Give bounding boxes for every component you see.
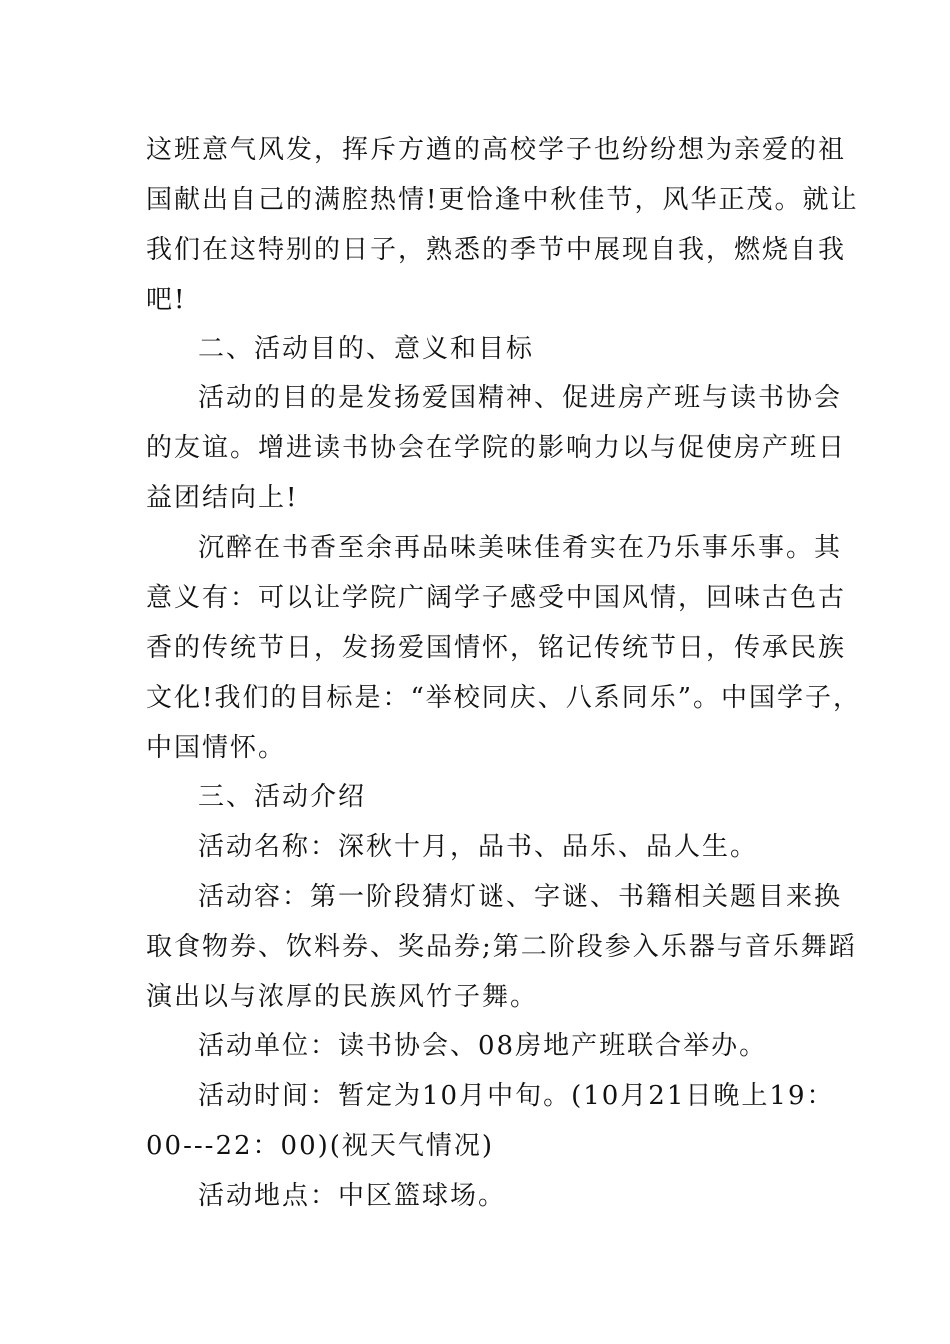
text-line-1: 这班意气风发，挥斥方遒的高校学子也纷纷想为亲爱的祖 (146, 135, 847, 165)
text-line-21: 00---22：00)(视天气情况) (146, 1131, 495, 1161)
text-line-10: 意义有：可以让学院广阔学子感受中国风情，回味古色古 (146, 583, 847, 613)
text-line-20: 活动时间：暂定为10月中旬。(10月21日晚上19： (198, 1081, 835, 1111)
text-line-19: 活动单位：读书协会、08房地产班联合举办。 (198, 1031, 768, 1061)
text-line-15: 活动名称：深秋十月，品书、品乐、品人生。 (198, 832, 759, 862)
text-line-22: 活动地点：中区篮球场。 (198, 1181, 507, 1211)
text-line-16: 活动容：第一阶段猜灯谜、字谜、书籍相关题目来换 (198, 882, 843, 912)
section-heading-2: 二、活动目的、意义和目标 (198, 334, 535, 364)
text-line-12: 文化!我们的目标是：“举校同庆、八系同乐”。中国学子， (146, 683, 862, 713)
text-line-2: 国献出自己的满腔热情!更恰逢中秋佳节，风华正茂。就让 (146, 185, 859, 215)
text-line-7: 的友谊。增进读书协会在学院的影响力以与促使房产班日 (146, 433, 847, 463)
text-line-11: 香的传统节日，发扬爱国情怀，铭记传统节日，传承民族 (146, 633, 847, 663)
section-heading-3: 三、活动介绍 (198, 782, 367, 812)
text-line-13: 中国情怀。 (146, 733, 287, 763)
text-line-8: 益团结向上! (146, 483, 299, 513)
text-line-4: 吧! (146, 285, 187, 315)
text-line-6: 活动的目的是发扬爱国精神、促进房产班与读书协会 (198, 383, 843, 413)
text-line-18: 演出以与浓厚的民族风竹子舞。 (146, 982, 539, 1012)
text-line-17: 取食物券、饮料券、奖品券;第二阶段参入乐器与音乐舞蹈 (146, 932, 857, 962)
text-line-9: 沉醉在书香至余再品味美味佳肴实在乃乐事乐事。其 (198, 533, 843, 563)
text-line-3: 我们在这特别的日子，熟悉的季节中展现自我，燃烧自我 (146, 235, 847, 265)
